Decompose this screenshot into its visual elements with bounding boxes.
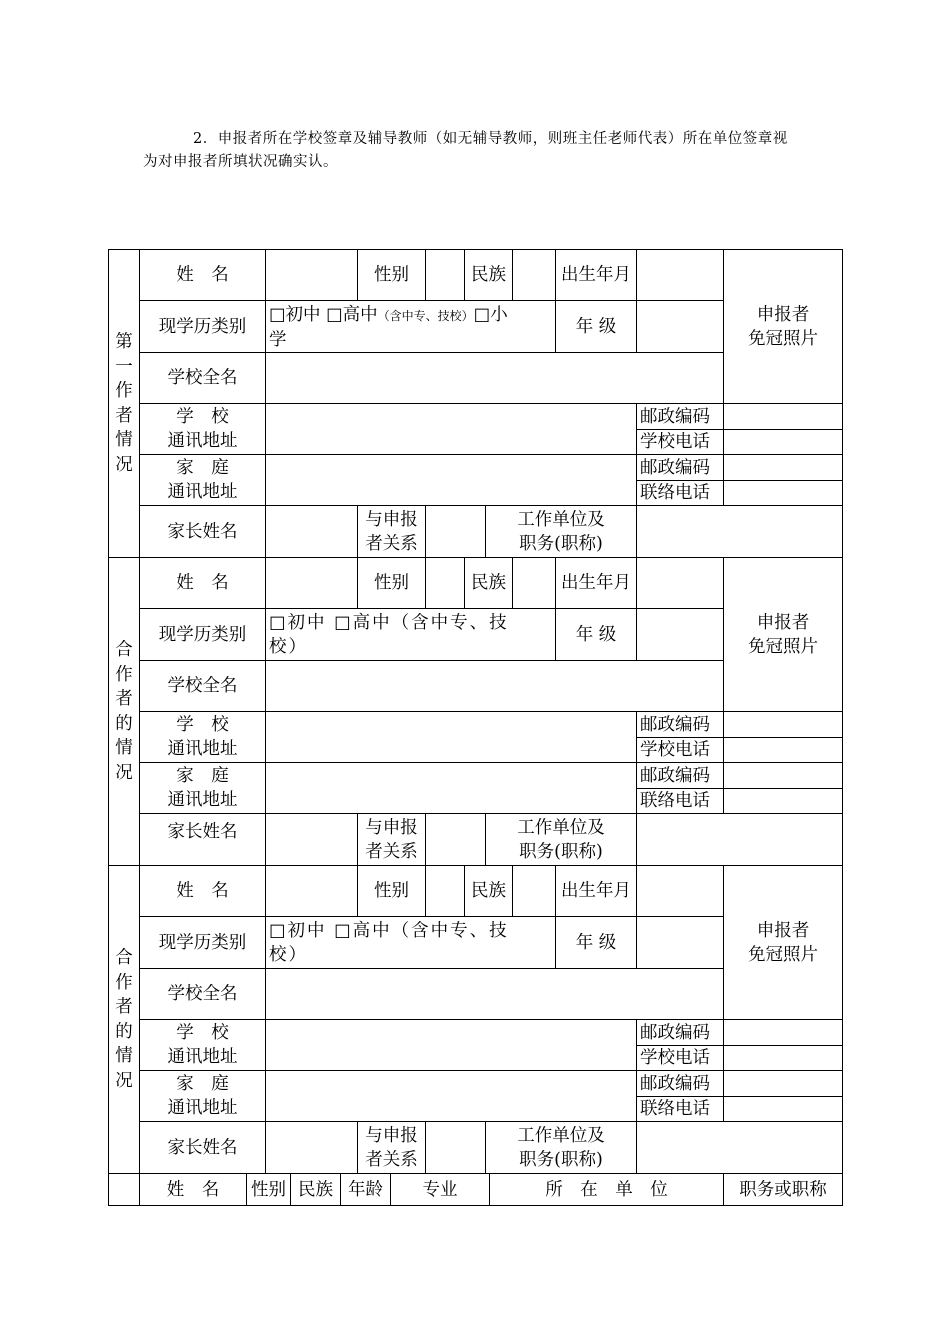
school-postcode-field[interactable] xyxy=(723,403,843,430)
birth-field[interactable] xyxy=(636,865,724,917)
label-line: 通讯地址 xyxy=(167,739,238,759)
parent-label: 家长姓名 xyxy=(139,813,266,866)
section-char: 者 xyxy=(115,997,133,1017)
label-line: 学 校 xyxy=(176,1023,229,1043)
relation-field[interactable] xyxy=(425,1121,486,1174)
home-postcode-field[interactable] xyxy=(723,762,843,789)
label-line: 职务(职称) xyxy=(519,533,603,554)
relation-field[interactable] xyxy=(425,505,486,558)
option-text: □初中 □高中（含中专、技 xyxy=(269,921,509,941)
label-line: 工作单位及 xyxy=(517,1125,605,1146)
footer-blank-cell xyxy=(108,1173,140,1206)
relation-label xyxy=(357,1121,426,1174)
school-address-label xyxy=(139,711,266,763)
note-paragraph xyxy=(143,128,878,174)
section-char: 的 xyxy=(115,713,133,734)
name-field[interactable] xyxy=(265,557,358,609)
education-options[interactable] xyxy=(265,300,556,353)
gender-label: 性别 xyxy=(357,249,426,301)
label-line: 工作单位及 xyxy=(517,509,605,530)
school-field[interactable] xyxy=(265,352,724,404)
work-label xyxy=(485,505,637,558)
footer-title-header: 职务或职称 xyxy=(723,1173,843,1206)
section-char: 一 xyxy=(115,356,133,377)
contact-phone-field[interactable] xyxy=(723,480,843,506)
parent-field[interactable] xyxy=(265,1121,358,1174)
education-options[interactable] xyxy=(265,608,556,661)
ethnicity-label: 民族 xyxy=(464,557,513,609)
note-line-1: 2．申报者所在学校签章及辅导教师（如无辅导教师，则班主任老师代表）所在单位签章视 xyxy=(193,131,788,147)
section-char: 合 xyxy=(115,948,133,968)
footer-unit-header: 所 在 单 位 xyxy=(489,1173,724,1206)
section-char: 情 xyxy=(115,430,133,450)
birth-field[interactable] xyxy=(636,557,724,609)
gender-label: 性别 xyxy=(357,865,426,917)
photo-box[interactable] xyxy=(723,557,843,712)
home-postcode-field[interactable] xyxy=(723,454,843,481)
section-char: 况 xyxy=(115,762,133,783)
footer-gender-header: 性别 xyxy=(246,1173,291,1206)
grade-field[interactable] xyxy=(636,916,724,969)
school-address-field[interactable] xyxy=(265,711,637,763)
parent-field[interactable] xyxy=(265,505,358,558)
ethnicity-field[interactable] xyxy=(512,865,556,917)
ethnicity-label: 民族 xyxy=(464,865,513,917)
label-line: 通讯地址 xyxy=(167,482,238,502)
school-label: 学校全名 xyxy=(139,968,266,1020)
section-char: 的 xyxy=(115,1021,133,1042)
label-line: 通讯地址 xyxy=(167,431,238,451)
label-line: 工作单位及 xyxy=(517,817,605,838)
section-char: 者 xyxy=(115,405,133,426)
ethnicity-label: 民族 xyxy=(464,249,513,301)
work-label xyxy=(485,1121,637,1174)
home-address-field[interactable] xyxy=(265,762,637,814)
label-line: 与申报 xyxy=(365,817,418,838)
contact-phone-field[interactable] xyxy=(723,788,843,814)
option-text: 校） xyxy=(269,945,308,965)
school-phone-field[interactable] xyxy=(723,1045,843,1071)
school-label: 学校全名 xyxy=(139,660,266,712)
birth-label: 出生年月 xyxy=(555,557,637,609)
grade-label: 年 级 xyxy=(555,916,637,969)
education-label: 现学历类别 xyxy=(139,916,266,969)
parent-label: 家长姓名 xyxy=(139,505,266,558)
school-address-label xyxy=(139,1019,266,1071)
label-line: 通讯地址 xyxy=(167,1098,238,1118)
section-label-coauthor-2 xyxy=(108,865,140,1174)
contact-phone-label: 联络电话 xyxy=(636,480,724,506)
label-line: 家 庭 xyxy=(176,766,229,786)
name-label: 姓 名 xyxy=(139,865,266,917)
school-field[interactable] xyxy=(265,968,724,1020)
school-address-field[interactable] xyxy=(265,403,637,455)
ethnicity-field[interactable] xyxy=(512,249,556,301)
section-label-coauthor-1 xyxy=(108,557,140,866)
grade-field[interactable] xyxy=(636,608,724,661)
contact-phone-field[interactable] xyxy=(723,1096,843,1122)
work-field[interactable] xyxy=(636,505,843,558)
section-char: 作 xyxy=(115,972,133,993)
school-label: 学校全名 xyxy=(139,352,266,404)
label-line: 者关系 xyxy=(365,841,418,862)
option-text: □初中 □高中 xyxy=(269,305,378,325)
parent-label: 家长姓名 xyxy=(139,1121,266,1174)
label-line: 通讯地址 xyxy=(167,790,238,810)
photo-box[interactable] xyxy=(723,249,843,404)
label-line: 学 校 xyxy=(176,715,229,735)
work-field[interactable] xyxy=(636,1121,843,1174)
section-char: 者 xyxy=(115,689,133,709)
option-text: 校） xyxy=(269,637,308,657)
gender-field[interactable] xyxy=(425,865,465,917)
school-phone-field[interactable] xyxy=(723,737,843,763)
name-label: 姓 名 xyxy=(139,557,266,609)
school-phone-label: 学校电话 xyxy=(636,1045,724,1071)
label-line: 者关系 xyxy=(365,533,418,554)
section-char: 况 xyxy=(115,1070,133,1091)
grade-label: 年 级 xyxy=(555,608,637,661)
photo-label-line: 申报者 xyxy=(756,612,810,633)
label-line: 家 庭 xyxy=(176,1074,229,1094)
grade-label: 年 级 xyxy=(555,300,637,353)
section-char: 作 xyxy=(115,664,133,685)
grade-field[interactable] xyxy=(636,300,724,353)
label-line: 职务(职称) xyxy=(519,1149,603,1170)
name-field[interactable] xyxy=(265,865,358,917)
photo-label-line: 申报者 xyxy=(756,920,810,941)
photo-box[interactable] xyxy=(723,865,843,1020)
education-label: 现学历类别 xyxy=(139,300,266,353)
footer-name-header: 姓 名 xyxy=(139,1173,247,1206)
photo-label-line: 申报者 xyxy=(756,304,810,325)
home-address-label xyxy=(139,454,266,506)
school-postcode-label: 邮政编码 xyxy=(636,1019,724,1046)
footer-age-header: 年龄 xyxy=(340,1173,391,1206)
option-text: □初中 □高中（含中专、技 xyxy=(269,613,509,633)
school-address-label xyxy=(139,403,266,455)
contact-phone-label: 联络电话 xyxy=(636,788,724,814)
home-postcode-label: 邮政编码 xyxy=(636,762,724,789)
label-line: 者关系 xyxy=(365,1149,418,1170)
school-phone-label: 学校电话 xyxy=(636,737,724,763)
home-postcode-field[interactable] xyxy=(723,1070,843,1097)
label-line: 学 校 xyxy=(176,407,229,427)
section-char: 第 xyxy=(115,332,133,352)
note-line-2: 为对申报者所填状况确实认。 xyxy=(143,154,338,170)
relation-label xyxy=(357,813,426,866)
option-text: □小 xyxy=(473,305,508,325)
label-line: 职务(职称) xyxy=(519,841,603,862)
school-postcode-label: 邮政编码 xyxy=(636,403,724,430)
birth-field[interactable] xyxy=(636,249,724,301)
photo-label-line: 免冠照片 xyxy=(748,944,818,965)
education-options[interactable] xyxy=(265,916,556,969)
school-address-field[interactable] xyxy=(265,1019,637,1071)
parent-field[interactable] xyxy=(265,813,358,866)
school-field[interactable] xyxy=(265,660,724,712)
gender-field[interactable] xyxy=(425,249,465,301)
school-phone-label: 学校电话 xyxy=(636,429,724,455)
ethnicity-field[interactable] xyxy=(512,557,556,609)
work-label xyxy=(485,813,637,866)
home-postcode-label: 邮政编码 xyxy=(636,454,724,481)
school-phone-field[interactable] xyxy=(723,429,843,455)
gender-field[interactable] xyxy=(425,557,465,609)
birth-label: 出生年月 xyxy=(555,865,637,917)
relation-label xyxy=(357,505,426,558)
section-char: 况 xyxy=(115,454,133,475)
home-address-label xyxy=(139,762,266,814)
option-text-small: （含中专、技校） xyxy=(377,309,474,323)
name-label: 姓 名 xyxy=(139,249,266,301)
contact-phone-label: 联络电话 xyxy=(636,1096,724,1122)
education-label: 现学历类别 xyxy=(139,608,266,661)
gender-label: 性别 xyxy=(357,557,426,609)
home-postcode-label: 邮政编码 xyxy=(636,1070,724,1097)
label-line: 通讯地址 xyxy=(167,1047,238,1067)
application-form xyxy=(108,249,843,1206)
home-address-field[interactable] xyxy=(265,1070,637,1122)
label-line: 家 庭 xyxy=(176,458,229,478)
work-field[interactable] xyxy=(636,813,843,866)
home-address-label xyxy=(139,1070,266,1122)
footer-ethnicity-header: 民族 xyxy=(290,1173,341,1206)
photo-label-line: 免冠照片 xyxy=(748,636,818,657)
section-char: 合 xyxy=(115,640,133,660)
section-label-first-author xyxy=(108,249,140,558)
label-line: 与申报 xyxy=(365,509,418,530)
section-char: 作 xyxy=(115,381,133,401)
school-postcode-label: 邮政编码 xyxy=(636,711,724,738)
section-char: 情 xyxy=(115,1046,133,1066)
label-line: 与申报 xyxy=(365,1125,418,1146)
birth-label: 出生年月 xyxy=(555,249,637,301)
name-field[interactable] xyxy=(265,249,358,301)
home-address-field[interactable] xyxy=(265,454,637,506)
option-text: 学 xyxy=(269,330,287,350)
school-postcode-field[interactable] xyxy=(723,1019,843,1046)
school-postcode-field[interactable] xyxy=(723,711,843,738)
photo-label-line: 免冠照片 xyxy=(748,328,818,349)
section-char: 情 xyxy=(115,738,133,758)
relation-field[interactable] xyxy=(425,813,486,866)
footer-major-header: 专业 xyxy=(390,1173,490,1206)
